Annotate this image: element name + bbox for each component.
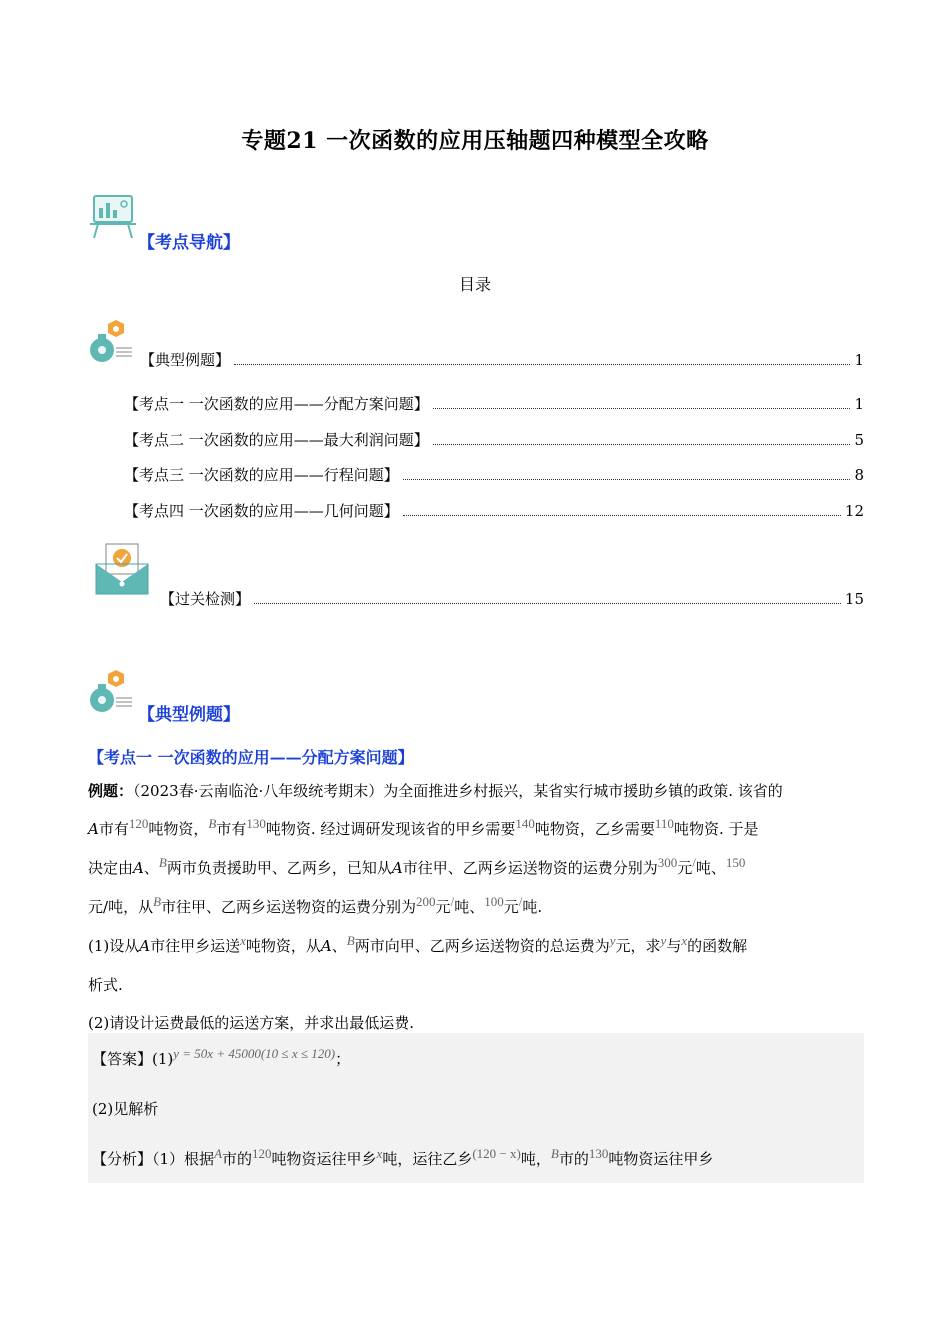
answer-label: 【答案】 bbox=[92, 1050, 153, 1068]
section-heading: 【典型例题】 bbox=[138, 705, 240, 725]
toc-entry-label: 【考点三 一次函数的应用——行程问题】 bbox=[124, 466, 399, 484]
toc-entry-label: 【考点四 一次函数的应用——几何问题】 bbox=[124, 502, 399, 520]
toc-entry-label: 【过关检测】 bbox=[160, 590, 251, 608]
toc-entry-page: 1 bbox=[854, 395, 864, 413]
presentation-board-icon bbox=[88, 190, 138, 240]
toc-entry-page: 1 bbox=[854, 351, 864, 369]
example-paragraph: 例题：（2023春·云南临沧·八年级统考期末）为全面推进乡村振兴，某省实行城市援助乡镇的政策. 该省的 A市有120吨物资，B市有130吨物资. 经过调研发现该省的甲乡需要140吨物资，乙乡需要110吨物资. 于是 决定由A、B两市负责援助甲、乙两乡，已知从A市往甲、乙两乡运送物资的运费分别为300元/吨、150 元/吨，从B市往甲、乙两乡运送物资的运费分别为200元/吨、100元/吨. (1)设从A市往甲乡运送x吨物资，从A、B两市向甲、乙两乡运送物资的总运费为y元，求y与x的函数解 析式. (2)请设计运费最低的运送方案，并求出最低运费. bbox=[88, 782, 783, 1032]
example-lead: 例题： bbox=[88, 782, 134, 800]
toc-leader bbox=[403, 479, 851, 480]
nav-heading: 【考点导航】 bbox=[138, 233, 240, 253]
toc-entry-page: 12 bbox=[844, 502, 864, 520]
toc-leader bbox=[433, 408, 851, 409]
point-heading: 【考点一 一次函数的应用——分配方案问题】 bbox=[88, 748, 414, 767]
envelope-check-icon bbox=[94, 542, 150, 598]
toc-title: 目录 bbox=[458, 275, 491, 294]
toc-entry-label: 【考点二 一次函数的应用——最大利润问题】 bbox=[124, 431, 429, 449]
toc-leader bbox=[403, 515, 841, 516]
toc-entry-page: 8 bbox=[854, 466, 864, 484]
toc-entry[interactable] bbox=[124, 394, 864, 414]
question-2: (2)请设计运费最低的运送方案，并求出最低运费. bbox=[88, 1014, 415, 1032]
toc-entry[interactable] bbox=[124, 465, 864, 485]
toc-leader bbox=[234, 364, 850, 365]
toc-entry-label: 【典型例题】 bbox=[140, 351, 231, 369]
toc-entry[interactable] bbox=[140, 350, 864, 370]
page-title: 专题21 一次函数的应用压轴题四种模型全攻略 bbox=[241, 128, 709, 154]
toc-entry[interactable] bbox=[160, 589, 864, 609]
toc-entry-label: 【考点一 一次函数的应用——分配方案问题】 bbox=[124, 395, 429, 413]
toc-entry[interactable] bbox=[124, 501, 864, 521]
answer-formula: y = 50x + 45000(10 ≤ x ≤ 120) bbox=[173, 1046, 336, 1061]
analysis-line: 【分析】（1）根据A市的120吨物资运往甲乡x吨，运往乙乡(120 − x)吨，B市的130吨物资运往甲乡 bbox=[92, 1146, 714, 1168]
answer-part-2: (2)见解析 bbox=[92, 1100, 159, 1118]
toc-entry[interactable] bbox=[124, 430, 864, 450]
toc-entry-page: 5 bbox=[854, 431, 864, 449]
toc-leader bbox=[254, 603, 841, 604]
answer-line: 【答案】(1)y = 50x + 45000(10 ≤ x ≤ 120)； bbox=[92, 1046, 351, 1068]
analysis-label: 【分析】 bbox=[92, 1150, 153, 1168]
toc-leader bbox=[433, 444, 851, 445]
flask-icon bbox=[88, 668, 134, 714]
toc-entry-page: 15 bbox=[844, 590, 864, 608]
flask-icon bbox=[88, 318, 134, 364]
